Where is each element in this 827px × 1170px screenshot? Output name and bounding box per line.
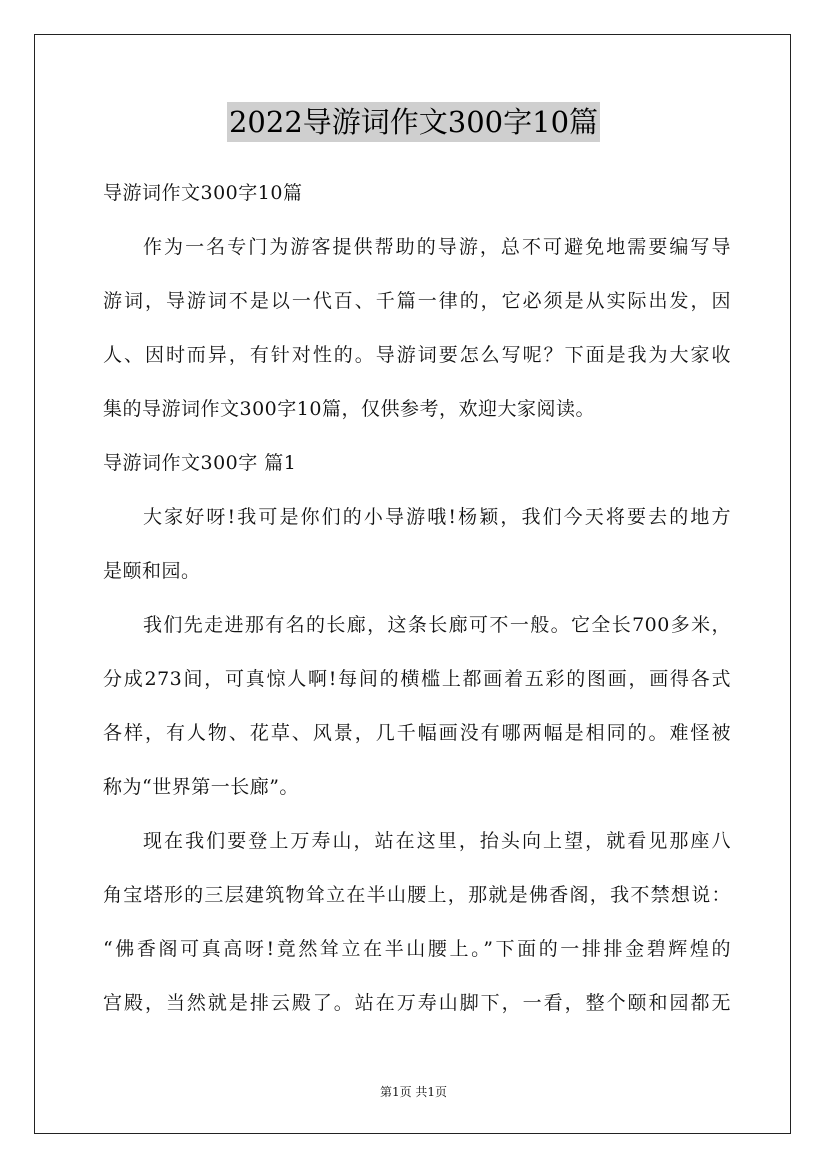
paragraph-line: 游词，导游词不是以一代百、千篇一律的，它必须是从实际出发，因 xyxy=(103,290,731,312)
document-title: 2022导游词作文300字10篇 xyxy=(227,102,600,142)
page-number-footer: 第1页 共1页 xyxy=(379,1085,448,1099)
paragraph-line: 宫殿，当然就是排云殿了。站在万寿山脚下，一看，整个颐和园都无 xyxy=(103,992,731,1014)
title-container xyxy=(0,102,827,142)
paragraph-line: 人、因时而异，有针对性的。导游词要怎么写呢？下面是我为大家收 xyxy=(103,344,731,366)
paragraph-line: “佛香阁可真高呀!竟然耸立在半山腰上。”下面的一排排金碧辉煌的 xyxy=(103,938,731,960)
paragraph-line: 分成273间，可真惊人啊!每间的横槛上都画着五彩的图画，画得各式 xyxy=(103,668,731,690)
paragraph-line: 现在我们要登上万寿山，站在这里，抬头向上望，就看见那座八 xyxy=(143,830,731,852)
paragraph-line: 称为“世界第一长廊”。 xyxy=(103,776,299,798)
paragraph-line: 是颐和园。 xyxy=(103,560,201,582)
section-heading: 导游词作文300字 篇1 xyxy=(103,452,297,474)
paragraph-line: 各样，有人物、花草、风景，几千幅画没有哪两幅是相同的。难怪被 xyxy=(103,722,731,744)
paragraph-line: 作为一名专门为游客提供帮助的导游，总不可避免地需要编写导 xyxy=(143,236,731,258)
paragraph-line: 我们先走进那有名的长廊，这条长廊可不一般。它全长700多米， xyxy=(143,614,731,636)
paragraph-line: 角宝塔形的三层建筑物耸立在半山腰上，那就是佛香阁，我不禁想说： xyxy=(103,884,731,906)
document-body xyxy=(103,172,731,1036)
section-heading: 导游词作文300字10篇 xyxy=(103,182,303,204)
paragraph-line: 集的导游词作文300字10篇，仅供参考，欢迎大家阅读。 xyxy=(103,398,595,420)
paragraph-line: 大家好呀!我可是你们的小导游哦!杨颖，我们今天将要去的地方 xyxy=(143,506,731,528)
